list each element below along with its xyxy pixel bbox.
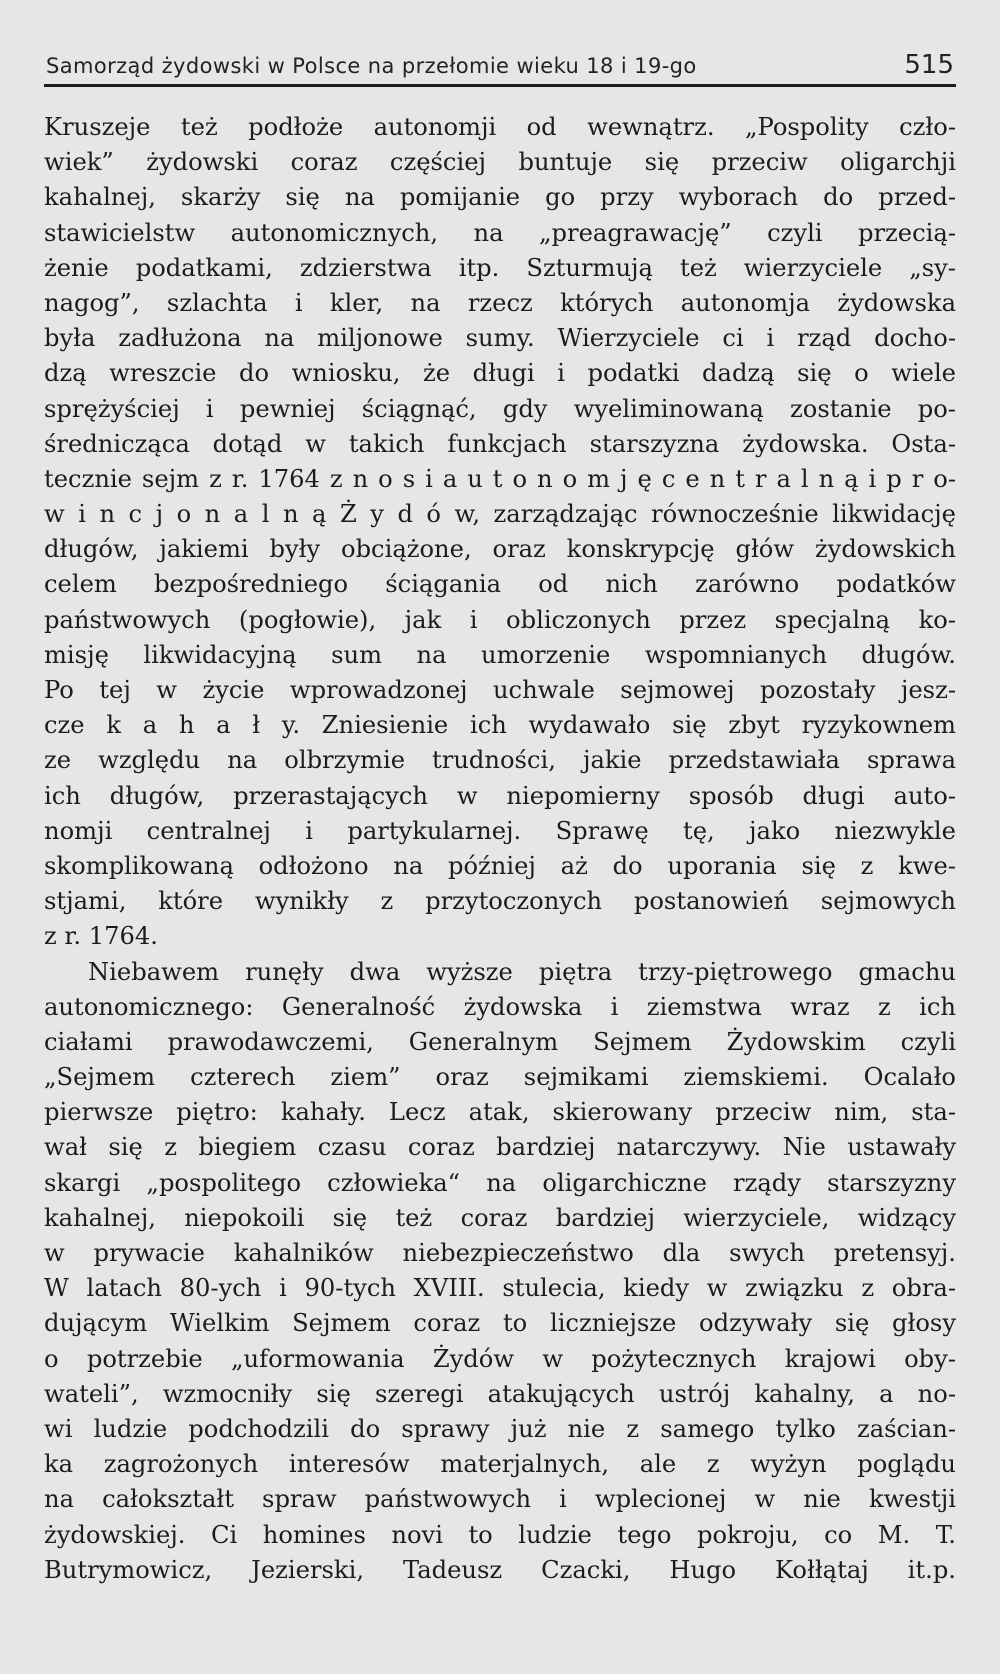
- text-line: W latach 80-ych i 90-tych XVIII. stulecia, kiedy w związku z obra-: [44, 1274, 956, 1303]
- text-line: Butrymowicz, Jezierski, Tadeusz Czacki, Hugo Kołłątaj it.p.: [44, 1555, 956, 1584]
- text-line: sprężyściej i pewniej ściągnąć, gdy wyeliminowaną zostanie po-: [44, 394, 956, 423]
- text-line: wiek” żydowski coraz częściej buntuje się przeciw oligarchji: [44, 148, 956, 177]
- text-line: nomji centralnej i partykularnej. Sprawę tę, jako niezwykle: [44, 816, 956, 845]
- text-line: skomplikowaną odłożono na później aż do uporania się z kwe-: [44, 851, 956, 880]
- header-rule: [44, 84, 956, 87]
- text-line: była zadłużona na miljonowe sumy. Wierzyciele ci i rząd docho-: [44, 324, 956, 353]
- text-line: autonomicznego: Generalność żydowska i ziemstwa wraz z ich: [44, 992, 956, 1021]
- text-line: ka zagrożonych interesów materjalnych, ale z wyżyn poglądu: [44, 1450, 956, 1479]
- text-line: kahalnej, skarży się na pomijanie go przy wyborach do przed-: [44, 183, 956, 212]
- text-line: ich długów, przerastających w niepomierny sposób długi auto-: [44, 781, 956, 810]
- text-line: stjami, które wynikły z przytoczonych postanowień sejmowych: [44, 887, 956, 916]
- text-line: dującym Wielkim Sejmem coraz to liczniejsze odzywały się głosy: [44, 1309, 956, 1338]
- page-number: 515: [904, 50, 954, 80]
- text-line: na całokształt spraw państwowych i wplecionej w nie kwestji: [44, 1485, 956, 1514]
- running-title: Samorząd żydowski w Polsce na przełomie wieku 18 i 19-go: [46, 54, 697, 78]
- text-line: średnicząca dotąd w takich funkcjach starszyzna żydowska. Osta-: [44, 429, 956, 458]
- text-line: ze względu na olbrzymie trudności, jakie przedstawiała sprawa: [44, 746, 956, 775]
- text-line: w i n c j o n a l n ą Ż y d ó w, zarządzając równocześnie likwidację: [44, 500, 956, 529]
- text-line: żenie podatkami, zdzierstwa itp. Szturmują też wierzyciele „sy-: [44, 253, 956, 282]
- text-line: dzą wreszcie do wniosku, że długi i podatki dadzą się o wiele: [44, 359, 956, 388]
- text-line: „Sejmem czterech ziem” oraz sejmikami ziemskiemi. Ocalało: [44, 1063, 956, 1092]
- page-header: [44, 44, 956, 84]
- text-line: o potrzebie „uformowania Żydów w pożytecznych krajowi oby-: [44, 1344, 956, 1373]
- text-line: wał się z biegiem czasu coraz bardziej natarczywy. Nie ustawały: [44, 1133, 956, 1162]
- body-text: [44, 110, 956, 1588]
- text-line: Kruszeje też podłoże autonomji od wewnątrz. „Pospolity czło-: [44, 113, 956, 141]
- paragraph-2: [44, 955, 956, 1588]
- text-line: wateli”, wzmocniły się szeregi atakujących ustrój kahalny, a no-: [44, 1379, 956, 1408]
- text-line: celem bezpośredniego ściągania od nich zarówno podatków: [44, 570, 956, 599]
- text-line: ciałami prawodawczemi, Generalnym Sejmem Żydowskim czyli: [44, 1027, 956, 1056]
- text-line: z r. 1764.: [44, 922, 158, 951]
- paragraph-1: [44, 110, 956, 955]
- text-line: Po tej w życie wprowadzonej uchwale sejmowej pozostały jesz-: [44, 676, 956, 704]
- text-line: w prywacie kahalników niebezpieczeństwo dla swych pretensyj.: [44, 1239, 956, 1267]
- text-line: misję likwidacyjną sum na umorzenie wspomnianych długów.: [44, 640, 956, 669]
- text-line: tecznie sejm z r. 1764 z n o s i a u t o n o m j ę c e n t r a l n ą i p r o-: [44, 464, 956, 493]
- text-line: cze k a h a ł y. Zniesienie ich wydawało się zbyt ryzykownem: [44, 711, 956, 740]
- text-line: stawicielstw autonomicznych, na „preagrawację” czyli przecią-: [44, 218, 956, 247]
- text-line: kahalnej, niepokoili się też coraz bardziej wierzyciele, widzący: [44, 1203, 956, 1232]
- text-line: nagog”, szlachta i kler, na rzecz których autonomja żydowska: [44, 288, 956, 317]
- text-line: długów, jakiemi były obciążone, oraz konskrypcję głów żydowskich: [44, 535, 956, 564]
- text-line: żydowskiej. Ci homines novi to ludzie tego pokroju, co M. T.: [44, 1520, 956, 1549]
- text-line: państwowych (pogłowie), jak i obliczonych przez specjalną ko-: [44, 605, 956, 634]
- text-line: wi ludzie podchodzili do sprawy już nie z samego tylko zaścian-: [44, 1414, 956, 1443]
- text-line: Niebawem runęły dwa wyższe piętra trzy-piętrowego gmachu: [88, 957, 956, 986]
- text-line: pierwsze piętro: kahały. Lecz atak, skierowany przeciw nim, sta-: [44, 1098, 956, 1127]
- text-line: skargi „pospolitego człowieka“ na oligarchiczne rządy starszyzny: [44, 1168, 956, 1197]
